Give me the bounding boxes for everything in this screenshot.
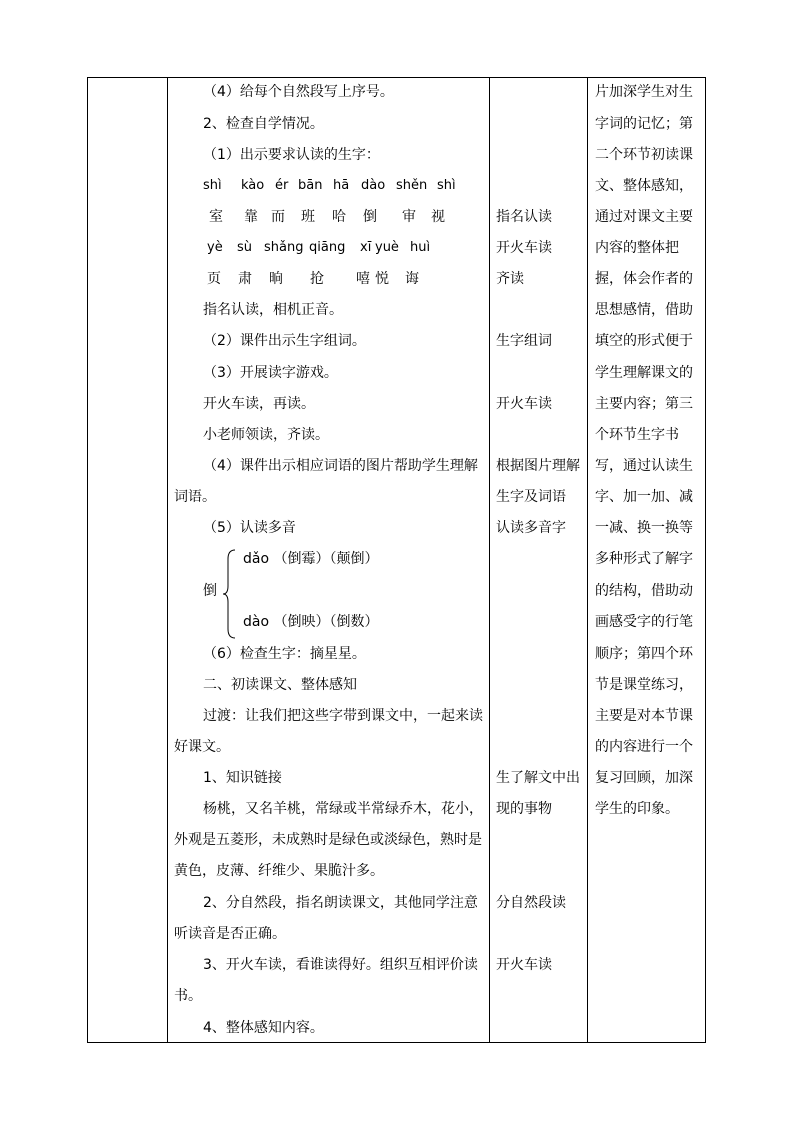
new-character: 视 [431,209,445,225]
polyphone-reading-2: dào （倒映）（倒数） [243,614,379,630]
process-line: 2、检查自学情况。 [203,116,324,132]
process-line: 小老师领读，齐读。 [203,427,329,443]
process-line: （2）课件出示生字组词。 [203,333,366,349]
process-line: 听读音是否正确。 [174,926,286,942]
activity-line: 现的事物 [496,801,552,817]
intent-line: 个环节生字书 [595,427,679,443]
new-character: 抢 [310,271,324,287]
intent-line: 握，体会作者的 [595,271,693,287]
intent-line: 的内容进行一个 [595,739,693,755]
process-line: （4）给每个自然段写上序号。 [203,84,394,100]
column-divider-2 [489,78,490,1042]
activity-line: 开火车读 [496,240,552,256]
activity-line: 分自然段读 [496,895,566,911]
process-line: （1）出示要求认读的生字： [203,147,380,163]
pinyin: shǎng [264,240,304,255]
process-line: （5）认读多音 [203,520,296,536]
activity-line: 齐读 [496,271,524,287]
section-heading: 二、初读课文、整体感知 [203,677,357,693]
column-divider-3 [587,78,588,1042]
intent-line: 片加深学生对生 [595,84,693,100]
new-character: 靠 [244,209,258,225]
pinyin: shěn [396,178,428,193]
new-character: 诲 [405,271,419,287]
new-character: 页 [207,271,221,287]
intent-line: 写，通过认读生 [595,458,693,474]
polyphone-reading-1: dǎo （倒霉）（颠倒） [243,551,379,567]
process-line: （6）检查生字：摘星星。 [203,646,366,662]
intent-line: 画感受字的行笔 [595,614,693,630]
new-character: 肃 [238,271,252,287]
activity-line: 生字组词 [496,333,552,349]
pinyin: shì [437,178,456,193]
pinyin: dào [361,178,386,193]
activity-line: 生字及词语 [496,489,566,505]
process-line: （3）开展读字游戏。 [203,365,338,381]
intent-line: 的结构，借助动 [595,583,693,599]
intent-line: 二个环节初读课 [595,147,693,163]
activity-line: 生了解文中出 [496,770,580,786]
new-character: 而 [271,209,285,225]
intent-line: 多种形式了解字 [595,551,693,567]
new-character: 晌 [269,271,283,287]
pinyin: yuè [375,240,399,255]
activity-line: 指名认读 [496,209,552,225]
brace-icon [222,549,236,639]
process-line: 指名认读，相机正音。 [203,302,343,318]
intent-line: 节是课堂练习， [595,677,693,693]
process-line: 3、开火车读，看谁读得好。组织互相评价读 [203,957,478,973]
intent-line: 学生的印象。 [595,801,679,817]
process-line: 好课文。 [174,739,230,755]
activity-line: 开火车读 [496,957,552,973]
intent-line: 顺序；第四个环 [595,646,693,662]
intent-line: 填空的形式便于 [595,333,693,349]
polyphone-character: 倒 [203,583,217,599]
intent-line: 通过对课文主要 [595,209,693,225]
intent-line: 主要内容；第三 [595,396,693,412]
process-line: 书。 [174,988,202,1004]
new-character: 倒 [363,209,377,225]
intent-line: 文、整体感知， [595,178,693,194]
process-line: 词语。 [174,489,216,505]
pinyin: yè [207,240,223,255]
intent-line: 思想感情，借助 [595,302,693,318]
process-line: 黄色，皮薄、纤维少、果脆汁多。 [174,863,384,879]
activity-line: 根据图片理解 [496,458,580,474]
process-line: 开火车读，再读。 [203,396,315,412]
new-character: 哈 [332,209,346,225]
intent-line: 一减、换一换等 [595,520,693,536]
process-line: 4、整体感知内容。 [203,1020,324,1036]
intent-line: 复习回顾，加深 [595,770,693,786]
new-character: 悦 [375,271,389,287]
pinyin: ér [275,178,289,193]
process-line: 2、分自然段，指名朗读课文，其他同学注意 [203,895,478,911]
intent-line: 字、加一加、减 [595,489,693,505]
intent-line: 字词的记忆；第 [595,116,693,132]
process-line: （4）课件出示相应词语的图片帮助学生理解 [203,458,478,474]
pinyin: shì [203,178,222,193]
pinyin: qiāng [309,240,346,255]
new-character: 班 [301,209,315,225]
new-character: 室 [209,209,223,225]
activity-line: 认读多音字 [496,520,566,536]
process-line: 杨桃，又名羊桃，常绿或半常绿乔木，花小， [203,801,483,817]
activity-line: 开火车读 [496,396,552,412]
new-character: 审 [402,209,416,225]
process-line: 过渡：让我们把这些字带到课文中，一起来读 [203,708,483,724]
new-character: 嘻 [356,271,370,287]
pinyin: sù [237,240,253,255]
pinyin: huì [410,240,431,255]
intent-line: 学生理解课文的 [595,365,693,381]
pinyin: xī [360,240,372,255]
intent-line: 内容的整体把 [595,240,679,256]
column-divider-1 [167,78,168,1042]
intent-line: 主要是对本节课 [595,708,693,724]
pinyin: hā [333,178,350,193]
process-line: 外观是五菱形，未成熟时是绿色或淡绿色，熟时是 [174,832,482,848]
pinyin: bān [298,178,323,193]
pinyin: kào [241,178,265,193]
process-line: 1、知识链接 [203,770,282,786]
